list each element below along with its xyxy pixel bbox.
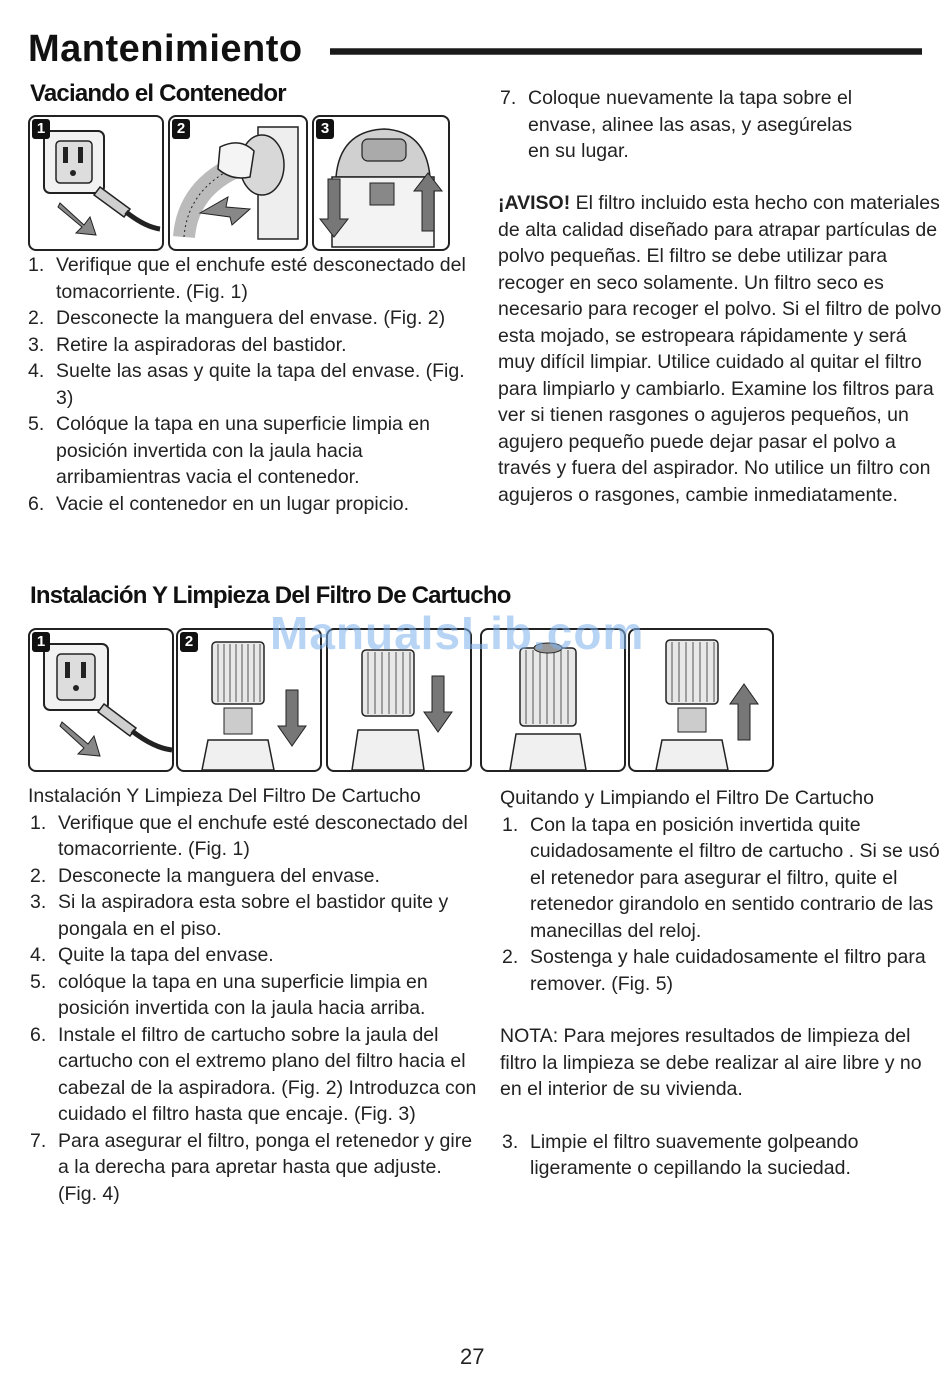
figure-3-lid: [312, 115, 450, 251]
plug-outlet-illustration: [30, 630, 172, 770]
list-item: 7. Para asegurar el filtro, ponga el retenedor y gire a la derecha para apretar hasta que adjuste. (Fig. 4): [30, 1129, 473, 1205]
list-item: 6. Vacie el contenedor en un lugar propicio.: [28, 492, 410, 515]
list-item: 2. Desconecte la manguera del envase.: [30, 864, 380, 887]
warning-label: ¡AVISO!: [498, 192, 571, 214]
filter-removal-block: [500, 785, 946, 1182]
filter-remove-illustration: [630, 630, 772, 770]
title-rule: [330, 48, 922, 55]
figure-badge: 1: [32, 632, 50, 652]
page-number: 27: [460, 1344, 485, 1369]
figure-badge: 2: [180, 632, 198, 652]
figure-badge: 1: [32, 119, 50, 139]
list-item: 1. Verifique que el enchufe esté desconectado del tomacorriente. (Fig. 1): [28, 254, 466, 303]
list-item: 3. Retire la aspiradoras del bastidor.: [28, 333, 347, 356]
list-item: 3. Limpie el filtro suavemente golpeando ligeramente o cepillando la suciedad.: [502, 1130, 859, 1179]
list-item: 1. Con la tapa en posición invertida quite cuidadosamente el filtro de cartucho . Si se usó el retenedor para asegurar el filtro, quite el retenedor girandolo en sentido contrario de las manecillas del reloj.: [502, 813, 940, 942]
figure-badge: 3: [316, 119, 334, 139]
section-title-emptying: Vaciando el Contenedor: [30, 80, 286, 107]
warning-paragraph: [498, 190, 946, 508]
note-paragraph: NOTA: Para mejores resultados de limpieza del filtro la limpieza se debe realizar al aire libre y no en el interior de su vivienda.: [500, 1025, 922, 1100]
list-item: 2. Desconecte la manguera del envase. (Fig. 2): [28, 307, 446, 329]
emptying-steps: [26, 252, 476, 517]
list-item: 4. Quite la tapa del envase.: [30, 944, 274, 966]
filter-install-block: [28, 783, 478, 1207]
list-item: 4. Suelte las asas y quite la tapa del envase. (Fig. 3): [28, 360, 465, 409]
list-item: 2. Sostenga y hale cuidadosamente el filtro para remover. (Fig. 5): [502, 946, 926, 995]
section-title-filter: Instalación Y Limpieza Del Filtro De Cartucho: [30, 582, 511, 609]
list-item: 3. Si la aspiradora esta sobre el bastidor quite y pongala en el piso.: [30, 891, 449, 940]
filter-removal-title: Quitando y Limpiando el Filtro De Cartucho: [500, 787, 874, 809]
hose-removal-illustration: [170, 117, 306, 249]
figure-s2-5-remove: [628, 628, 774, 772]
page-title: Mantenimiento: [28, 28, 303, 70]
list-item: 7. Coloque nuevamente la tapa sobre el envase, alinee las asas, y asegúrelas en su lugar.: [500, 87, 853, 162]
filter-install-intro: Instalación Y Limpieza Del Filtro De Cartucho: [28, 785, 421, 807]
lid-removal-illustration: [314, 117, 448, 249]
figure-s2-1-plug: [28, 628, 174, 772]
list-item: 1. Verifique que el enchufe esté desconectado del tomacorriente. (Fig. 1): [30, 811, 468, 860]
list-item: 6. Instale el filtro de cartucho sobre la jaula del cartucho con el extremo plano del filtro hacia el cabezal de la aspiradora. (Fig. 2) Introduzca con cuidado el filtro hasta que encaje. (Fig. 3): [30, 1023, 477, 1125]
list-item: 5. Colóque la tapa en una superficie limpia en posición invertida con la jaula hacia arribamientras vacia el contenedor.: [28, 413, 430, 488]
watermark: ManualsLib.com: [270, 607, 645, 659]
figure-2-hose: [168, 115, 308, 251]
emptying-step-7: [498, 85, 878, 165]
figure-badge: 2: [172, 119, 190, 139]
list-item: 5. colóque la tapa en una superficie limpia en posición invertida con la jaula hacia arriba.: [30, 970, 428, 1019]
warning-text: El filtro incluido esta hecho con materiales de alta calidad diseñado para atrapar partículas de polvo pequeñas. El filtro se debe utilizar para recoger en seco solamente. Un filtro seco es necesario para recoger el polvo. Si el filtro de polvo esta mojado, se estropeara rápidamente y será muy difícil limpiar. Utilice cuidado al quitar el filtro para limpiarlo y cambiarlo. Examine los filtros para ver si tienen rasgones o agujeros pequeños, un agujero pequeño puede dejar pasar el polvo a través y fuera del aspirador. No utilice un filtro con agujeros o rasgones, cambie inmediatamente.: [498, 192, 942, 506]
figure-1-plug: [28, 115, 164, 251]
